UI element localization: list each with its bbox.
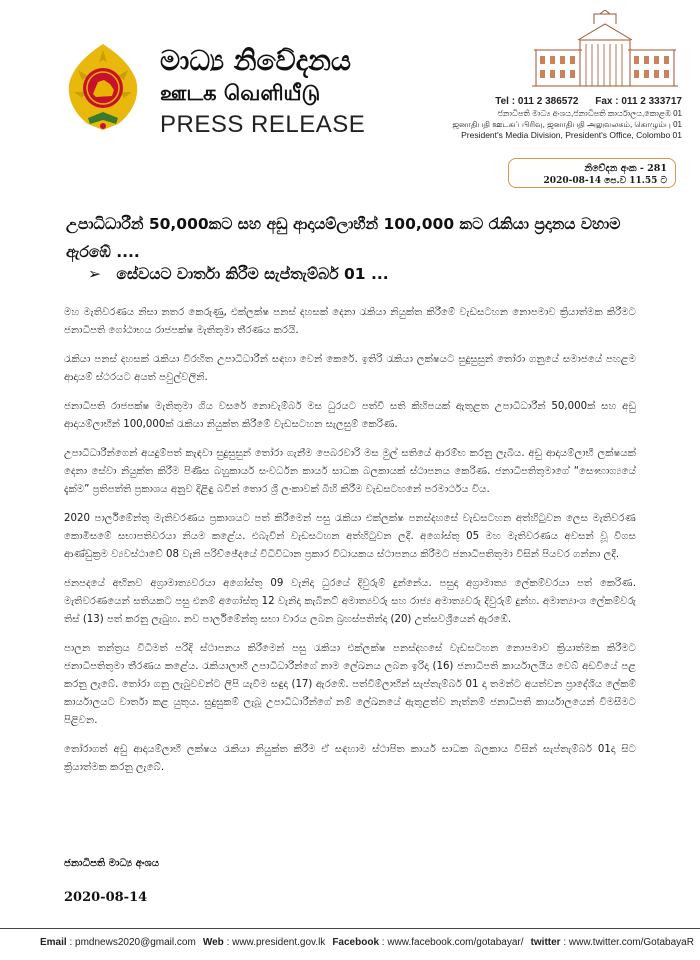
title-sinhala: මාධ්‍ය නිවේදනය [160,44,351,77]
fax-label: Fax [595,96,613,107]
tel-value: : 011 2 386572 [511,96,579,107]
twitter-value[interactable]: : www.twitter.com/GotabayaR [563,937,694,948]
body-text [64,304,636,788]
headline: උපාධිධාරීන් 50,000කට සහ අඩු ආදායම්ලාභීන් 100,000 කට රැකියා ප්‍රදානය වහාම ඇරඹේ .... [66,215,621,261]
phone-fax-line [452,96,682,108]
twitter-label: twitter [530,937,561,948]
paragraph: 2020 පාර්ලිමේන්තු මැතිවරණය ප්‍රකාශයට පත් කිරීමෙන් පසු රැකියා එක්ලක්ෂ පනස්දහසේ වැඩසටහන අත්හිටුවන ලෙස මැතිවරණ කොමිසමේ සභාපතිවරයා නියම කළේය. එබැවින් වැඩසටහන අත්හිටුවන ලදී. අගෝස්තු 05 මහ මැතිවරණය අවසන් වූ විගස ආණ්ඩුක්‍රම ව්‍යවස්ථාවේ 08 වැනි පරිච්ඡේදයේ විධිවිධාන ප්‍රකාර විධායකය ස්ථාපනය කිරීමට ජනාධිපතිතුමා විසින් පියවර ගන්නා ලදී. [64,513,636,560]
title-english: PRESS RELEASE [160,111,366,138]
address-english: President's Media Division, President's Office, Colombo 01 [461,130,682,140]
address-sinhala: ජනාධිපති මාධ්‍ය අංශය,ජනාධිපති කාර්යාලය,කොළඹ 01 [497,109,682,118]
email-value[interactable]: : pmdnews2020@gmail.com [69,937,196,948]
footer-email [40,937,196,948]
footer-web [203,937,325,948]
document-date: 2020-08-14 [64,890,148,905]
fax-value: : 011 2 333717 [615,96,682,107]
contact-block [452,96,682,141]
paragraph: තෝරාගත් අඩු ආදායම්ලාභී ලක්ෂය රැකියා නියුක්ත කිරීම ඒ සඳහාම ස්ථාපිත කාර්ය සාධක බලකාය විසින් සැප්තැම්බර් 01දා සිට ක්‍රියාත්මක කරනු ලැබේ. [64,744,636,773]
footer-facebook [332,937,523,948]
title-tamil: ஊடக வெளியீடு [160,81,321,105]
facebook-label: Facebook [332,937,380,948]
web-value[interactable]: : www.president.gov.lk [226,937,326,948]
footer [0,928,700,956]
tel-label: Tel [495,96,509,107]
email-label: Email [40,937,67,948]
title-block [160,44,365,142]
paragraph: ජනාධිපති රාජපක්ෂ මැතිතුමා ගිය වසරේ නොවැම්බර් මස ධුරයට පත්වී සති කිහිපයක් ඇතුළත උපාධිධාරීන් 50,000ක් සහ අඩු ආදායම්ලාභීන් 100,000ක් රැකියා නියුක්ත කිරීමේ වැඩසටහන සැලසුම් කෙරිණ. [64,401,636,430]
paragraph: පාලන තන්ත්‍රය විධිමත් පරිදි ස්ථාපනය කිරීමෙන් පසු රැකියා එක්ලක්ෂ පනස්දහසේ වැඩසටහන නොපමාව ක්‍රියාත්මක කිරීමට ජනාධිපතිතුමා තීරණය කළේය. රැකියාලාභී උපාධිධාරීන්ගේ නාම ලේඛනය ලබන ඉරිදා (16) ජනාධිපති කාර්යාලයීය වෙබ් අඩවියේ පළ කරනු ලැබේ. තෝරා ගනු ලැබුවවන්ට ලිපි යැවීම සඳුදා (17) ඇරඹේ. පත්වීම්ලාභීන් සැප්තැම්බර් 01 දා තමන්ට අයත්වන ප්‍රාදේශීය ලේකම් කාර්යාලයට වාර්තා කළ යුතුය. සුදුසුකම් ලැබූ උපාධිධාරීන්ගේ නම් ලේඛනයේ ඇතුළත්ව නැත්නම් ජනාධිපති කාර්යාලයෙන් විමසීමට පිළිවන. [64,643,636,726]
footer-twitter [531,937,694,948]
paragraph: උපාධිධාරීන්ගෙන් අයදුම්පත් කැඳවා සුදුසුසුන් තෝරා ගැනීම පෙබරවාරි මස මුල් සතියේ ආරම්භ කරනු ලැබීය. අඩු ආදායම්ලාභී ලක්ෂයක් දෙනා සේවා නියුක්ත කිරීම පිණිස බහුකාර්ය සංවර්ධන කාර්ය සාධක බලකායක් ස්ථාපනය කෙරිණ. ජනාධිපතිතුමාගේ “සෞභාග්‍යයේ දැක්ම” ප්‍රතිපත්ති ප්‍රකාශය අනුව දිළිඳු බවින් තොර ශ්‍රී ලංකාවක් බිහි කිරීම වැඩසටහනේ පරමාර්ථය විය. [64,448,636,495]
sri-lanka-emblem-icon [58,40,148,132]
web-label: Web [202,937,224,948]
presidents-office-building-icon [530,10,680,90]
release-datetime: 2020-08-14 පෙ.ව 11.55 ට [543,176,667,186]
address-tamil: ஜனாதிபதி ஊடகப் பிரிவு, ஜனாதிபதி அலுவலகம், கொழும்பு 01 [452,120,682,129]
reference-box [508,158,676,188]
arrow-bullet-icon: ➢ [88,265,101,283]
subheadline [88,265,389,284]
subheadline-text: සේවයට වාර්තා කිරීම සැප්තැම්බර් 01 ... [116,265,389,283]
paragraph: ජනපදයේ අභිනව අග්‍රාමාත්‍යවරයා අගෝස්තු 09 වැනිදා ධුරයේ දිවුරුම් දුන්නේය. පසුදා අග්‍රාමාත්‍ය ලේකම්වරයා පත් කෙරිණ. මැතිවරණයෙන් සතියකට පසු එනම් අගෝස්තු 12 වැනිදා කැබිනට් අමාත්‍යවරු සහ රාජ්‍ය අමාත්‍යවරු දිවුරුම් දුන්හ. අමාත්‍යාංශ ලේකම්වරු තිස් (13) පත් කරනු ලැබුහ. නව පාර්ලිමේන්තු සභා වාරය ලබන බ්‍රහස්පතින්දා (20) උත්සවශ්‍රීයෙන් ඇරඹේ. [64,578,636,625]
paragraph: රැකියා පනස් දහසක් රැකියා විරහිත උපාධිධාරීන් සඳහා වෙන් කෙරේ. ඉතිරි රැකියා ලක්ෂයට සුදුසුසුන් තෝරා ගනුයේ සමාජයේ පහළම ආදායම් ස්ථරයට අයත් පවුල්වලිනි. [64,354,636,383]
release-number: නිවේදන අංක - 281 [584,163,667,174]
paragraph: මහ මැතිවරණය නිසා නතර කෙරුණු, එක්ලක්ෂ පනස් දහසක් දෙනා රැකියා නියුක්ත කිරීමේ වැඩසටහන නොපමාව ක්‍රියාත්මක කිරීමට ජනාධිපති ගෝඨාභය රාජපක්ෂ මැතිතුමා තීරණය කරයි. [64,307,636,336]
signoff: ජනාධිපති මාධ්‍ය අංශය [64,858,160,869]
facebook-value[interactable]: : www.facebook.com/gotabayar/ [381,937,524,948]
